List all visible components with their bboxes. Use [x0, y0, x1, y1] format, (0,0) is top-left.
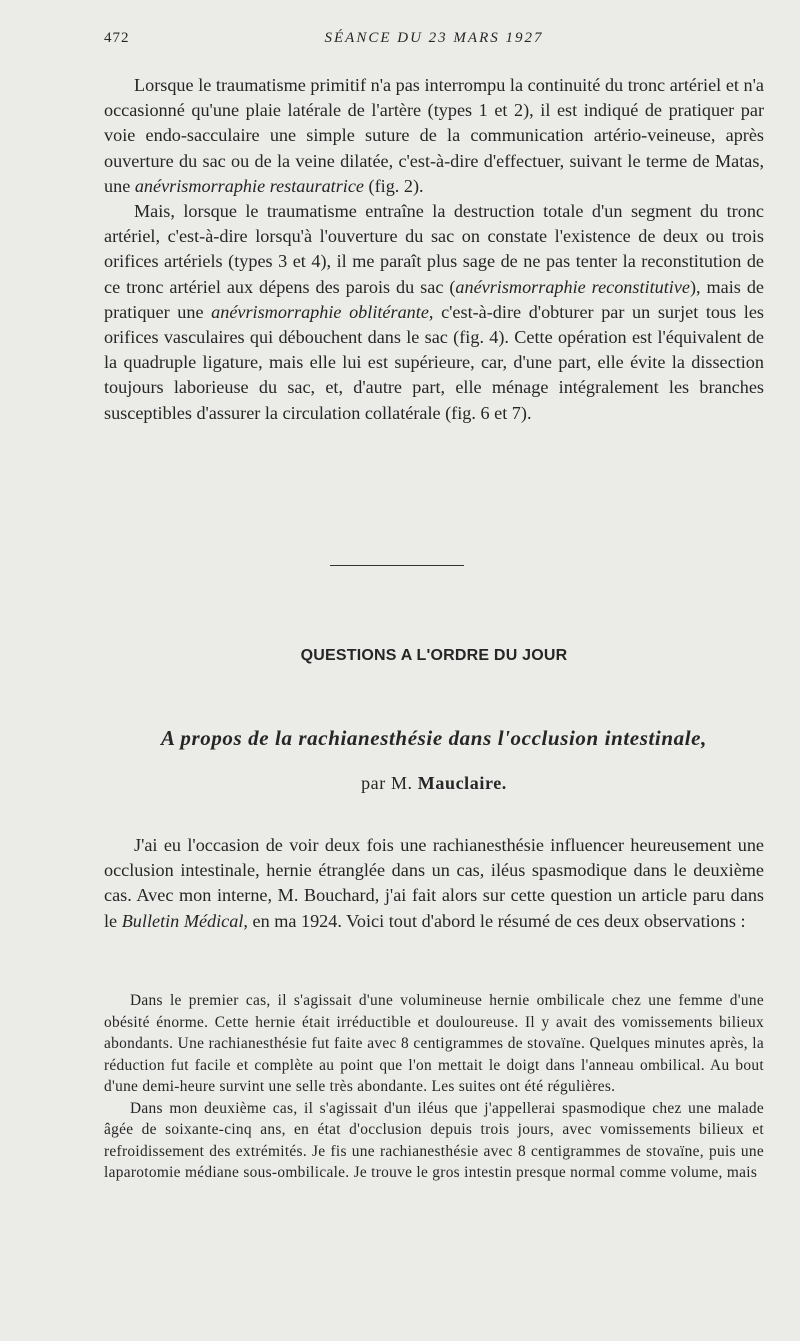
emphasis: Bulletin Médical	[121, 910, 244, 931]
paragraph	[104, 73, 764, 199]
text-run: , en ma 1924. Voici tout d'abord le résumé de ces deux observations :	[243, 910, 746, 931]
running-head	[104, 30, 764, 52]
observation-1: Dans le premier cas, il s'agissait d'une volumineuse hernie ombilicale chez une femme d'une obésité énorme. Cette hernie était irréductible et douloureuse. Il y avait des vomissements bilieux abondants. Une rachianesthésie fut faite avec 8 centigrammes de stovaïne. Quelques minutes après, la réduction fut facile et complète au point que l'on mettait le doigt dans l'anneau ombilical. Au bout d'une demi-heure survint une selle très abondante. Les suites ont été régulières.	[104, 992, 764, 1095]
text-run: Mais, lorsque le traumatisme entraîne la destruction totale d'un segment du tronc artériel, c'est-à-dire lorsqu'à l'ouverture du sac on constate l'existence de deux ou trois orifices artériels (types 3 et 4), il me paraît plus sage de ne pas tenter la reconstitution de ce tronc artériel aux dépens des parois du sac (	[104, 201, 764, 297]
text-run: J'ai eu l'occasion de voir deux fois une rachianesthésie influencer heureusement une occlusion intestinale, hernie étranglée dans un cas, iléus spasmodique dans le deuxième cas. Avec mon interne, M. Bouchard, j'ai fait alors sur cette question un article paru dans le	[104, 835, 764, 931]
intro-text	[104, 73, 764, 426]
author-line	[104, 773, 764, 794]
paragraph	[104, 199, 764, 426]
emphasis: anévrismorraphie restauratrice	[134, 175, 364, 196]
text-run: Lorsque le traumatisme primitif n'a pas interrompu la continuité du tronc artériel et n'a occasionné qu'une plaie latérale de l'artère (types 1 et 2), il est indiqué de pratiquer par voie endo-sacculaire une simple suture de la communication artério-veineuse, après ouverture du sac ou de la veine dilatée, c'est-à-dire d'effectuer, suivant le terme de Matas, une	[104, 75, 764, 196]
observations-text	[104, 990, 764, 1184]
section-title: QUESTIONS A L'ORDRE DU JOUR	[300, 647, 568, 664]
page-number: 472	[104, 30, 130, 46]
author-name: Mauclaire.	[417, 773, 507, 793]
paragraph	[104, 833, 764, 934]
author-prefix: par M.	[361, 773, 418, 793]
running-title: SÉANCE DU 23 MARS 1927	[324, 30, 544, 46]
section-divider	[330, 565, 464, 566]
observation-2: Dans mon deuxième cas, il s'agissait d'un iléus que j'appellerai spasmodique chez une malade âgée de soixante-cinq ans, en état d'occlusion depuis trois jours, avec vomissements bilieux et refroidissement des extrémités. Je fis une rachianesthésie avec 8 centigrammes de stovaïne, puis une laparotomie médiane sous-ombilicale. Je trouve le gros intestin presque normal comme volume, mais	[104, 1099, 764, 1181]
text-run: , c'est-à-dire d'obturer par un surjet tous les orifices vasculaires qui débouchent dans le sac (fig. 4). Cette opération est l'équivalent de la quadruple ligature, mais elle lui est supérieure, car, d'une part, elle évite la dissection toujours laborieuse du sac, et, d'autre part, elle ménage intégralement les branches susceptibles d'assurer la circulation collatérale (fig. 6 et 7).	[104, 301, 764, 423]
emphasis: anévrismorraphie oblitérante	[211, 301, 429, 322]
text-run: ), mais de pratiquer une	[104, 276, 764, 322]
article-title: A propos de la rachianesthésie dans l'occlusion intestinale,	[161, 726, 707, 750]
text-run: (fig. 2).	[364, 175, 424, 196]
article-intro-text	[104, 833, 764, 934]
emphasis: anévrismorraphie reconstitutive	[455, 276, 690, 297]
